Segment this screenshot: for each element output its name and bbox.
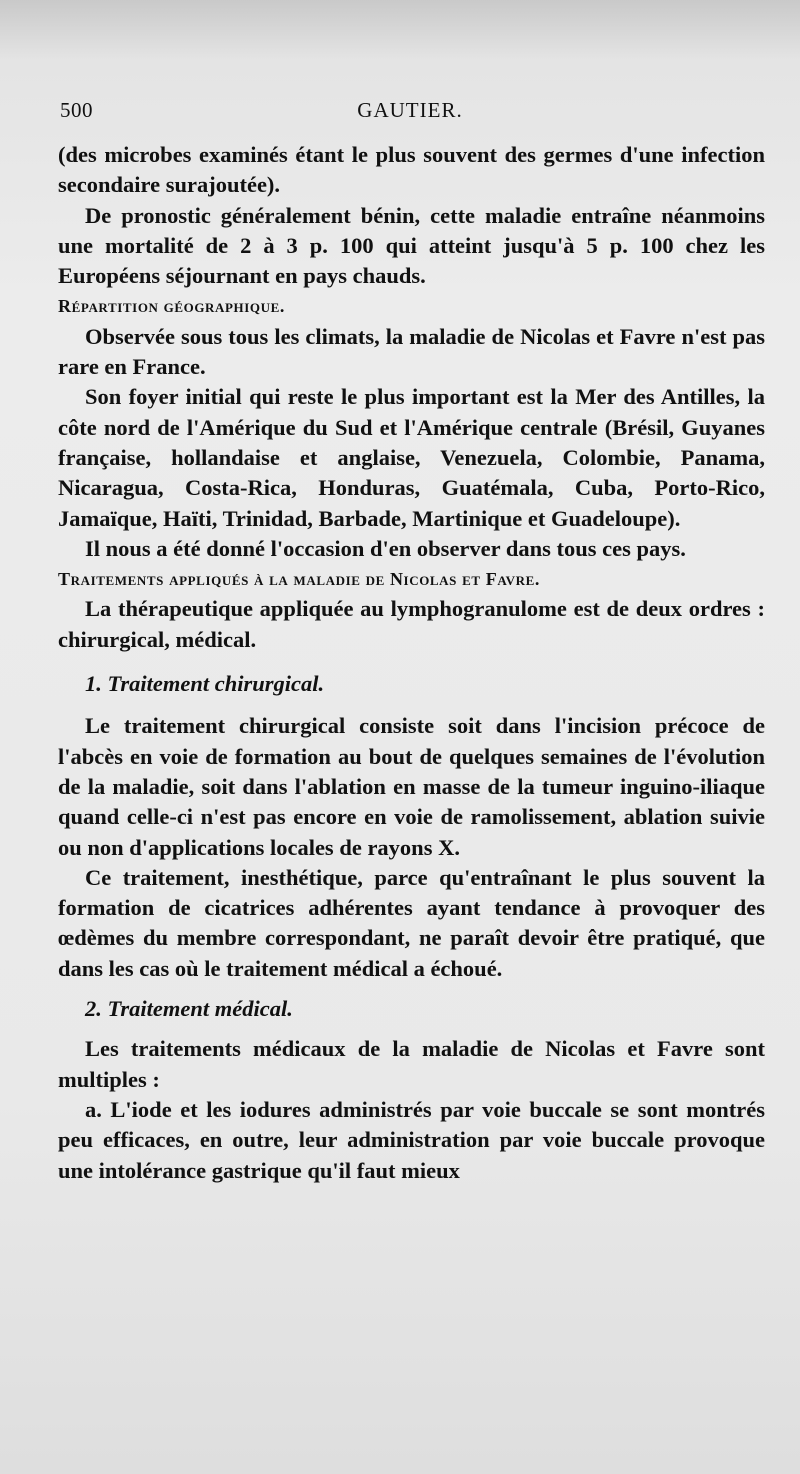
- page-body: [58, 140, 765, 1186]
- page-number: 500: [60, 98, 93, 122]
- paragraph-continuation: (des microbes examinés étant le plus souvent des germes d'une infection secondaire surajoutée).: [58, 142, 765, 198]
- paragraph-foyer: Son foyer initial qui reste le plus important est la Mer des Antilles, la côte nord de l'Amérique du Sud et l'Amérique centrale (Brésil, Guyanes française, hollandaise et anglaise, Venezuela, Colombie, Panama, Nicaragua, Costa-Rica, Honduras, Guatémala, Cuba, Porto-Rico, Jamaïque, Haïti, Trinidad, Barbade, Martinique et Guadeloupe).: [58, 384, 765, 531]
- paragraph-iodine: a. L'iode et les iodures administrés par voie buccale se sont montrés peu efficaces, en outre, leur administration par voie buccale provoque une intolérance gastrique qu'il faut mieux: [58, 1096, 765, 1183]
- section-heading-geography: Répartition géographique.: [58, 296, 285, 317]
- page-header: [60, 98, 760, 130]
- paragraph-medical: Les traitements médicaux de la maladie de Nicolas et Favre sont multiples :: [58, 1036, 765, 1092]
- paragraph-surgical: Le traitement chirurgical consiste soit dans l'incision précoce de l'abcès en voie de formation au bout de quelques semaines de l'évolution de la maladie, soit dans l'ablation en masse de la tumeur inguino-iliaque quand celle-ci n'est pas encore en voie de ramolissement, ablation suivie ou non d'applications locales de rayons X.: [58, 713, 765, 860]
- running-title: GAUTIER.: [357, 98, 463, 122]
- subheading-surgical: 1. Traitement chirurgical.: [85, 671, 325, 697]
- paragraph-therapeutics: La thérapeutique appliquée au lymphogranulome est de deux ordres : chirurgical, médical.: [58, 596, 765, 652]
- paragraph-prognosis: De pronostic généralement bénin, cette maladie entraîne néanmoins une mortalité de 2 à 3 p. 100 qui atteint jusqu'à 5 p. 100 chez les Européens séjournant en pays chauds.: [58, 202, 765, 289]
- section-heading-treatments: Traitements appliqués à la maladie de Nicolas et Favre.: [58, 569, 540, 590]
- paragraph-aesthetic: Ce traitement, inesthétique, parce qu'entraînant le plus souvent la formation de cicatrices adhérentes ayant tendance à provoquer des œdèmes du membre correspondant, ne paraît devoir être pratiqué, que dans les cas où le traitement médical a échoué.: [58, 864, 765, 981]
- paragraph-observation: Il nous a été donné l'occasion d'en observer dans tous ces pays.: [85, 535, 686, 561]
- paragraph-climates: Observée sous tous les climats, la maladie de Nicolas et Favre n'est pas rare en France.: [58, 323, 765, 380]
- subheading-medical: 2. Traitement médical.: [85, 996, 293, 1022]
